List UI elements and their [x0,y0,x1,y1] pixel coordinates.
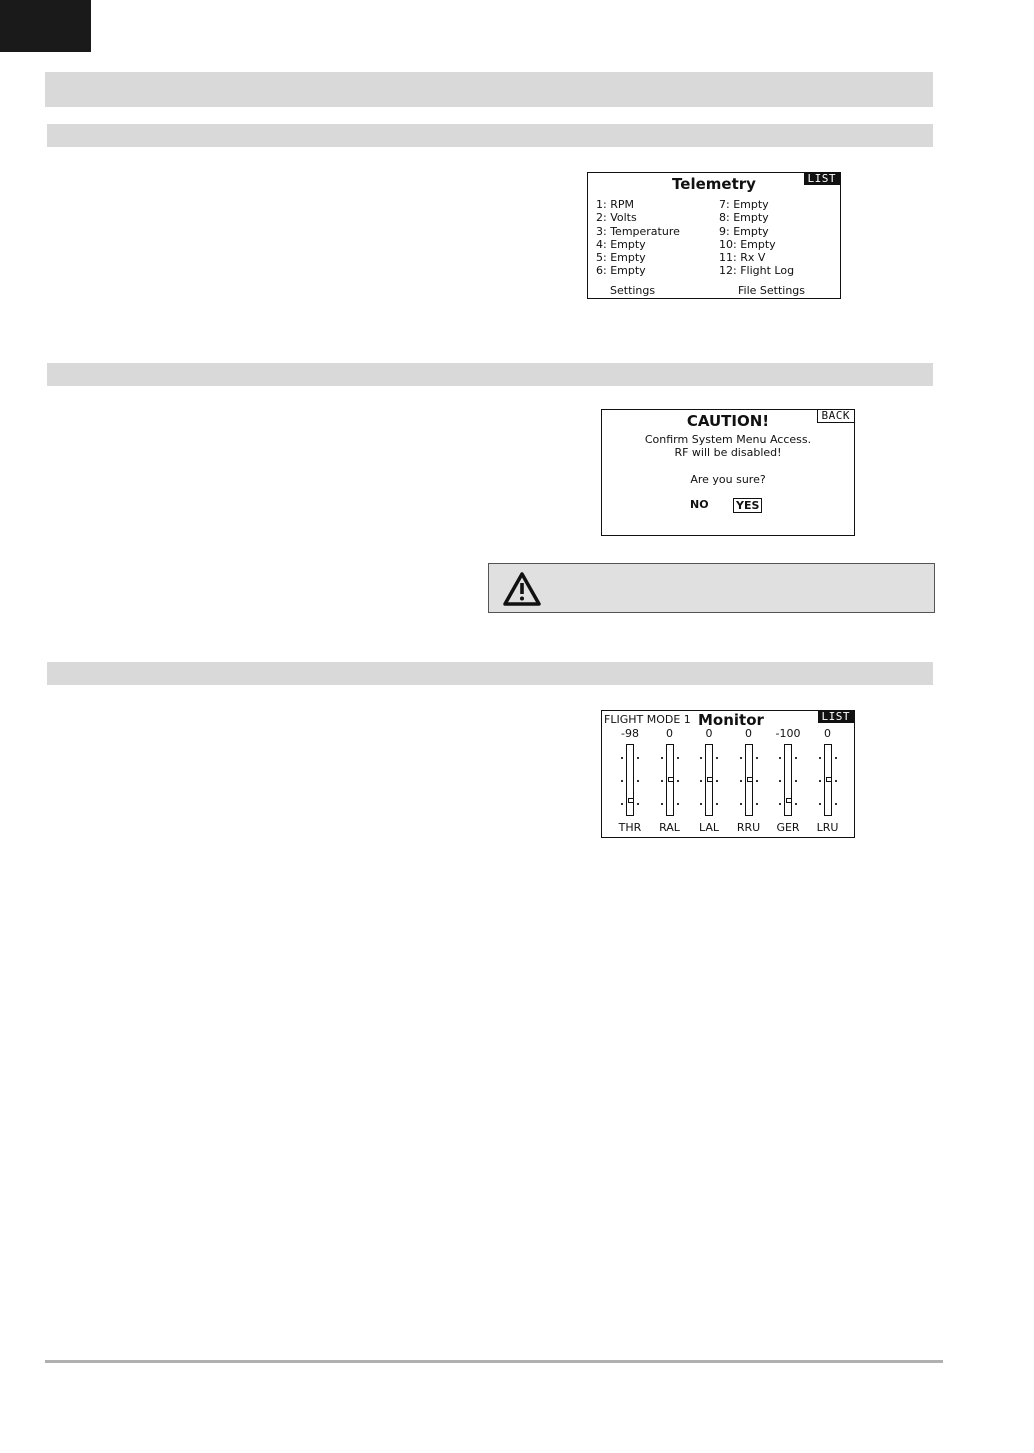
tick-dot [700,780,702,782]
telemetry-slot[interactable]: 6: Empty [596,264,646,278]
settings-button[interactable]: Settings [610,284,656,297]
tick-dot [677,803,679,805]
channel-name: RAL [659,821,680,834]
channel-rru [729,727,769,837]
tick-dot [819,757,821,759]
tick-dot [637,780,639,782]
tick-dot [661,803,663,805]
channel-name: LAL [698,821,720,834]
telemetry-slot[interactable]: 1: RPM [596,198,634,211]
tick-dot [677,780,679,782]
list-tag[interactable]: LIST [804,173,841,185]
flight-mode-label: FLIGHT MODE 1 [604,713,691,726]
channel-bar [784,744,792,816]
file-settings-button[interactable]: File Settings [738,284,806,297]
tick-dot [835,757,837,759]
tick-dot [716,757,718,759]
channel-position-marker [826,777,832,782]
page-corner-tab [0,0,91,52]
channel-lru [808,727,848,837]
tick-dot [740,757,742,759]
tick-dot [661,757,663,759]
telemetry-slot[interactable]: 8: Empty [719,211,769,225]
back-tag[interactable]: BACK [817,410,855,423]
tick-dot [700,803,702,805]
channel-position-marker [668,777,674,782]
channel-name: THR [618,821,642,834]
warning-note [488,563,935,613]
tick-dot [621,803,623,805]
section-bar-telemetry [47,124,933,147]
tick-dot [661,780,663,782]
channel-value: 0 [824,727,831,740]
monitor-title: Monitor [698,711,764,729]
monitor-screen [601,710,855,838]
list-tag[interactable]: LIST [818,711,855,723]
tick-dot [779,780,781,782]
tick-dot [779,803,781,805]
footer-rule [45,1360,943,1363]
tick-dot [637,803,639,805]
tick-dot [740,803,742,805]
telemetry-slot[interactable]: 10: Empty [719,237,776,251]
telemetry-slot[interactable]: 2: Volts [596,211,637,225]
tick-dot [756,780,758,782]
channel-value: 0 [666,727,673,740]
page-title-band [45,72,933,107]
tick-dot [756,803,758,805]
tick-dot [716,803,718,805]
channel-name: GER [776,821,800,834]
telemetry-list-right [719,198,794,278]
telemetry-list-left [596,198,680,278]
channel-bar [626,744,634,816]
telemetry-slot[interactable]: 9: Empty [719,224,769,238]
telemetry-slot[interactable]: 7: Empty [719,198,769,211]
telemetry-slot[interactable]: 3: Temperature [596,224,680,238]
telemetry-slot[interactable]: 12: Flight Log [719,264,795,278]
tick-dot [621,780,623,782]
tick-dot [835,803,837,805]
section-bar-monitor [47,662,933,685]
telemetry-slot[interactable]: 5: Empty [596,251,646,265]
tick-dot [819,780,821,782]
no-button[interactable]: NO [690,498,709,511]
channel-value: -98 [621,727,639,740]
telemetry-screen [587,172,841,299]
caution-question: Are you sure? [690,473,766,486]
channel-position-marker [628,798,634,803]
telemetry-slot[interactable]: 4: Empty [596,237,646,251]
telemetry-title: Telemetry [672,175,756,193]
warning-triangle-icon [502,571,542,607]
caution-message-line2: RF will be disabled! [674,446,782,459]
tick-dot [677,757,679,759]
channel-value: -100 [775,727,801,740]
tick-dot [819,803,821,805]
section-bar-system [47,363,933,386]
channel-ral [650,727,690,837]
channel-position-marker [747,777,753,782]
tick-dot [779,757,781,759]
channel-value: 0 [745,727,752,740]
caution-title: CAUTION! [686,412,770,430]
tick-dot [621,757,623,759]
tick-dot [637,757,639,759]
tick-dot [795,780,797,782]
channel-bar [705,744,713,816]
channel-thr [610,727,650,837]
channel-ger [768,727,808,837]
tick-dot [795,803,797,805]
tick-dot [795,757,797,759]
channel-bar [745,744,753,816]
channel-bar [824,744,832,816]
channel-value: 0 [705,727,713,740]
channel-position-marker [707,777,713,782]
channel-bar [666,744,674,816]
caution-screen [601,409,855,536]
channel-name: LRU [816,821,839,834]
tick-dot [716,780,718,782]
tick-dot [835,780,837,782]
channel-position-marker [786,798,792,803]
telemetry-slot[interactable]: 11: Rx V [719,251,766,265]
caution-message-line1: Confirm System Menu Access. [644,433,812,446]
yes-button[interactable]: YES [733,498,762,513]
tick-dot [756,757,758,759]
channel-name: RRU [736,821,761,834]
tick-dot [740,780,742,782]
tick-dot [700,757,702,759]
channel-lal [689,727,729,837]
